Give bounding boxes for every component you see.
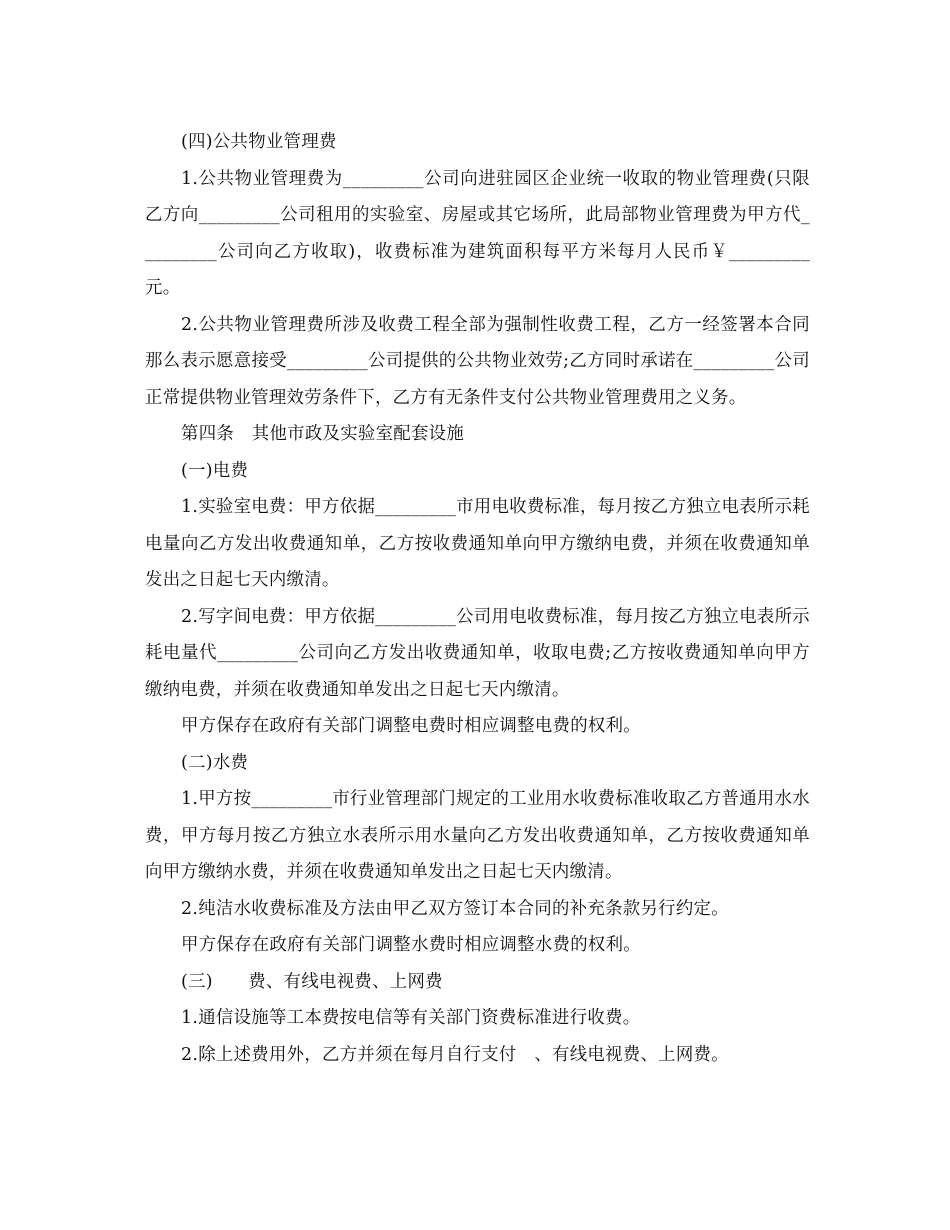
article-heading-4: 第四条 其他市政及实验室配套设施: [181, 424, 465, 444]
section-heading-public-property-fee: (四)公共物业管理费: [181, 132, 337, 152]
clause-telecom-1: 1.通信设施等工本费按电信等有关部门资费标准进行收费。: [181, 1008, 641, 1028]
clause-public-property-fee-2: 2.公共物业管理费所涉及收费工程全部为强制性收费工程，乙方一经签署本合同那么表示愿意接受_________公司提供的公共物业效劳;乙方同时承诺在_________公司正常提供物业管理效劳条件下，乙方有无条件支付公共物业管理费用之义务。: [145, 314, 810, 408]
document-body: [145, 124, 810, 1073]
clause-telecom-2: 2.除上述费用外，乙方并须在每月自行支付 、有线电视费、上网费。: [181, 1044, 729, 1065]
clause-office-electricity: 2.写字间电费：甲方依据_________公司用电收费标准，每月按乙方独立电表所示耗电量代_________公司向乙方发出收费通知单，收取电费;乙方按收费通知单向甲方缴纳电费，并须在收费通知单发出之日起七天内缴清。: [145, 606, 810, 700]
clause-lab-electricity: 1.实验室电费：甲方依据_________市用电收费标准，每月按乙方独立电表所示耗电量向乙方发出收费通知单，乙方按收费通知单向甲方缴纳电费，并须在收费通知单发出之日起七天内缴清。: [145, 497, 810, 590]
clause-water-adjustment: 甲方保存在政府有关部门调整水费时相应调整水费的权利。: [181, 935, 641, 955]
clause-water-1: 1.甲方按_________市行业管理部门规定的工业用水收费标准收取乙方普通用水水费，甲方每月按乙方独立水表所示用水量向乙方发出收费通知单，乙方按收费通知单向甲方缴纳水费，并须在收费通知单发出之日起七天内缴清。: [145, 789, 810, 882]
section-heading-water: (二)水费: [181, 752, 249, 773]
clause-electricity-adjustment: 甲方保存在政府有关部门调整电费时相应调整电费的权利。: [181, 716, 641, 736]
section-heading-electricity: (一)电费: [181, 460, 249, 481]
section-heading-telecom: (三) 费、有线电视费、上网费: [181, 971, 443, 992]
clause-public-property-fee-1: 1.公共物业管理费为_________公司向进驻园区企业统一收取的物业管理费(只限乙方向_________公司租用的实验室、房屋或其它场所，此局部物业管理费为甲方代_________公司向乙方收取)，收费标准为建筑面积每平方米每月人民币￥_________元。: [145, 168, 810, 298]
clause-water-2: 2.纯洁水收费标准及方法由甲乙双方签订本合同的补充条款另行约定。: [181, 898, 729, 919]
